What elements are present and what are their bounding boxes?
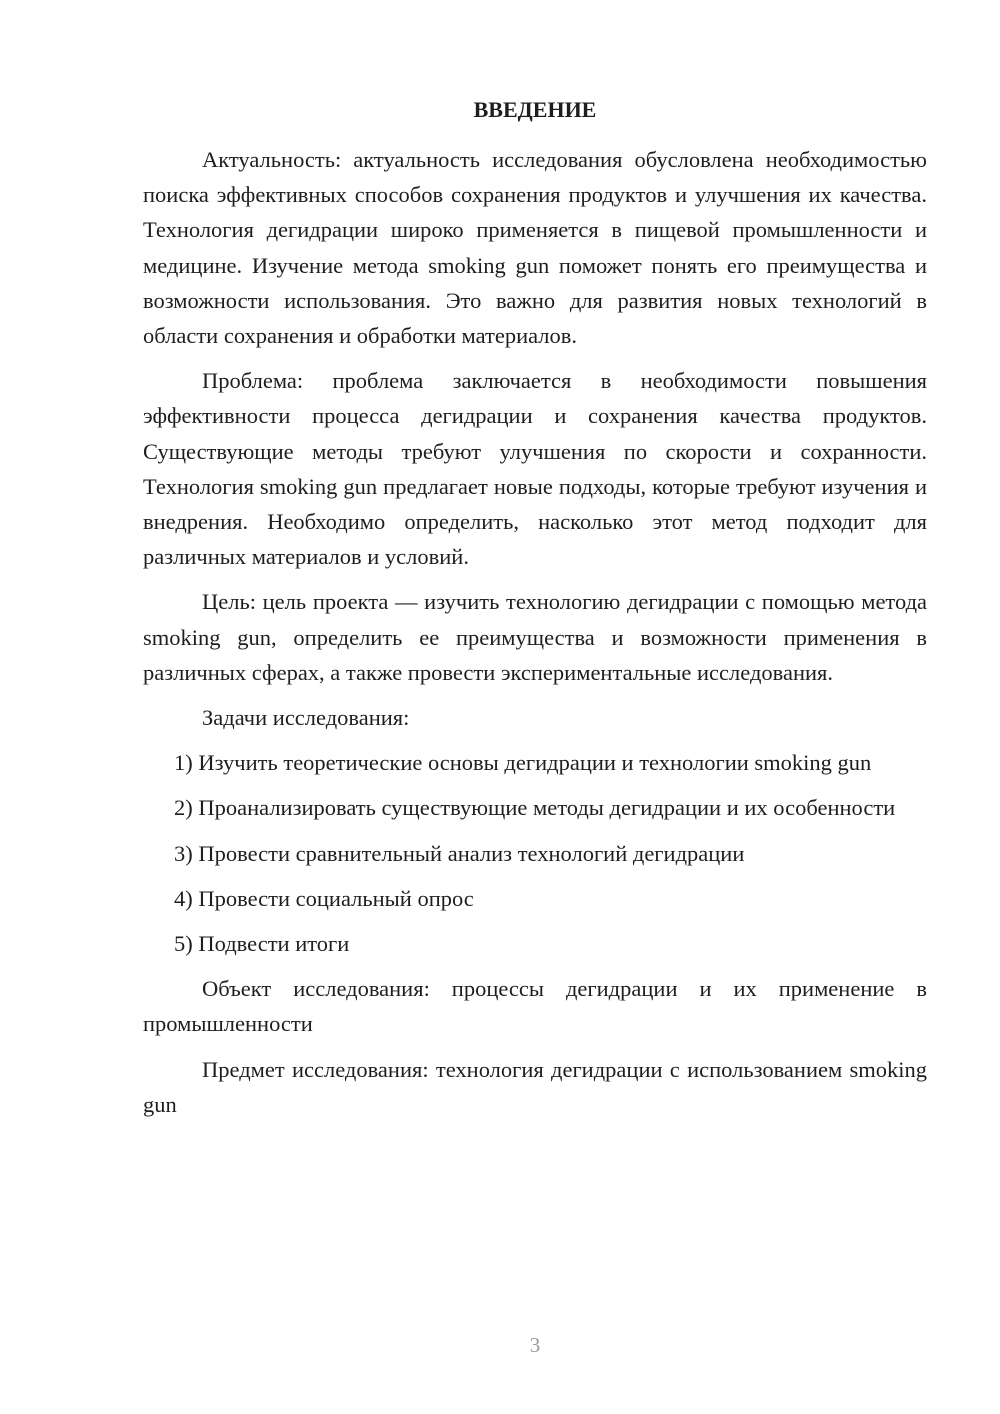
- task-item-3: 3) Провести сравнительный анализ технологий дегидрации: [174, 840, 745, 866]
- problem-paragraph: Проблема: проблема заключается в необходимости повышения эффективности процесса дегидрации и сохранения качества продуктов. Существующие методы требуют улучшения по скорости и сохранности. Технология smoking gun предлагает новые подходы, которые требуют изучения и внедрения. Необходимо определить, насколько этот метод подходит для различных материалов и условий.: [143, 368, 927, 570]
- tasks-title: Задачи исследования:: [202, 705, 410, 731]
- relevance-paragraph: Актуальность: актуальность исследования обусловлена необходимостью поиска эффективных способов сохранения продуктов и улучшения их качества. Технология дегидрации широко применяется в пищевой промышленности и медицине. Изучение метода smoking gun поможет понять его преимущества и возможности использования. Это важно для развития новых технологий в области сохранения и обработки материалов.: [143, 147, 927, 349]
- object-paragraph: Объект исследования: процессы дегидрации и их применение в промышленности: [143, 976, 927, 1037]
- page-title: ВВЕДЕНИЕ: [473, 97, 597, 122]
- task-item-2: 2) Проанализировать существующие методы дегидрации и их особенности: [174, 795, 896, 821]
- task-item-5: 5) Подвести итоги: [174, 931, 350, 957]
- page-number: 3: [529, 1333, 541, 1357]
- task-item-1: 1) Изучить теоретические основы дегидрации и технологии smoking gun: [174, 750, 872, 776]
- page-content: [143, 95, 927, 1132]
- goal-paragraph: Цель: цель проекта — изучить технологию дегидрации с помощью метода smoking gun, определить ее преимущества и возможности применения в различных сферах, а также провести экспериментальные исследования.: [143, 589, 927, 685]
- task-item-4: 4) Провести социальный опрос: [174, 885, 474, 911]
- subject-paragraph: Предмет исследования: технология дегидрации с использованием smoking gun: [143, 1056, 927, 1117]
